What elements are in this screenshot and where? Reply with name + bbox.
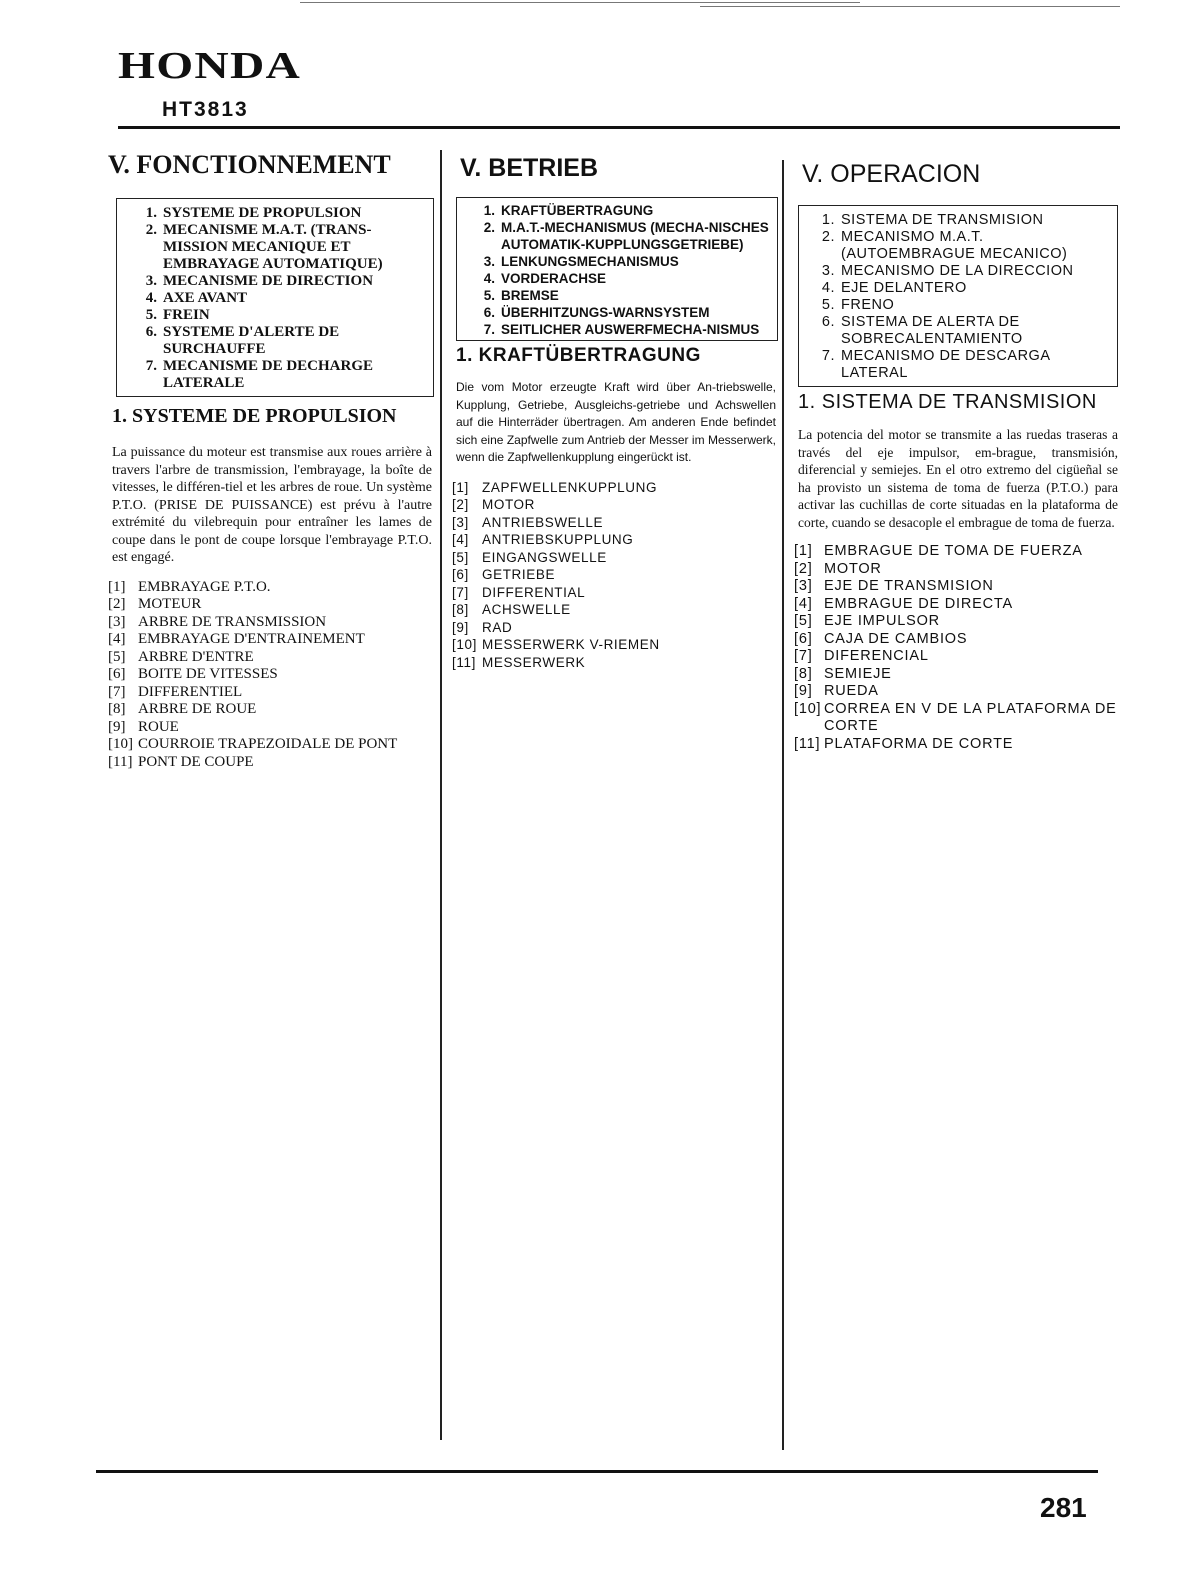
item-number: [6] [108,666,126,682]
list-item [452,496,780,514]
item-number: [4] [794,595,813,612]
item-number: [6] [452,567,469,582]
item-text: DIFFERENTIAL [482,584,586,600]
chapter-title: V. BETRIEB [460,154,599,182]
chapter-title: V. FONCTIONNEMENT [108,150,391,179]
page-number: 281 [1040,1492,1087,1523]
list-item [452,566,780,584]
list-item [108,736,438,754]
list-item [108,684,438,702]
contents-box [116,198,434,397]
item-text: SYSTEME D'ALERTE DE SURCHAUFFE [163,324,340,357]
item-number: [3] [794,578,813,594]
item-text: MESSERWERK V-RIEMEN [482,637,660,652]
item-number: [6] [794,630,813,647]
list-item [479,253,777,270]
item-text: MECANISME M.A.T. (TRANS-MISSION MECANIQUE ET EMBRAYAGE AUTOMATIQUE) [163,222,383,272]
contents-list [819,212,1117,382]
item-text: FRENO [841,297,895,313]
item-text: GETRIEBE [482,567,556,582]
list-item [452,531,780,549]
item-number: 5. [821,297,835,313]
item-number: 4. [483,271,495,286]
section-title: 1. SISTEMA DE TRANSMISION [798,391,1097,413]
item-text: MECANISME DE DECHARGE LATERALE [163,358,374,391]
item-text: MESSERWERK [482,654,586,670]
list-item [108,754,438,772]
list-item [794,701,1122,736]
item-number: [1] [452,479,469,495]
item-number: [1] [794,543,813,559]
list-item [452,584,780,602]
scan-line [700,6,1120,7]
list-item [108,666,438,684]
list-item [141,290,433,307]
item-text: ÜBERHITZUNGS-WARNSYSTEM [501,305,710,320]
list-item [141,358,433,392]
list-item [794,561,1122,579]
list-item [452,479,780,497]
section-title: 1. KRAFTÜBERTRAGUNG [456,345,701,366]
item-text: SYSTEME DE PROPULSION [163,205,362,221]
column-spanish [792,150,1122,753]
section-paragraph: Die vom Motor erzeugte Kraft wird über An-triebswelle, Kupplung, Getriebe, Ausgleichs-getriebe und Achswellen auf die Hinterräder übertragen. Am anderen Ende befindet sich eine Zapfwelle zum Antrieb der Messer im Messerwerk, wenn die Zapfwellenkupplung eingerückt ist. [456,380,776,464]
list-item [479,321,777,338]
item-text: MOTOR [482,497,535,512]
item-text: ARBRE DE ROUE [138,701,257,717]
list-item [479,219,777,253]
list-item [479,202,777,219]
item-text: CAJA DE CAMBIOS [824,630,968,647]
list-item [794,596,1122,614]
list-item [452,549,780,567]
item-text: EINGANGSWELLE [482,549,607,565]
item-text: BOITE DE VITESSES [138,666,278,682]
item-number: [10] [452,637,477,652]
item-number: [2] [452,497,469,512]
item-text: SISTEMA DE ALERTA DE SOBRECALENTAMIENTO [841,314,1023,347]
item-number: 1. [821,212,835,228]
item-text: ROUE [138,718,179,735]
list-item [108,596,438,614]
item-number: 3. [145,273,157,289]
item-text: ARBRE DE TRANSMISSION [138,613,327,630]
list-item [479,270,777,287]
list-item [794,736,1122,754]
item-number: [5] [794,613,813,629]
item-text: EMBRAYAGE D'ENTRAINEMENT [138,631,365,647]
list-item [479,287,777,304]
scan-line [300,2,860,3]
item-number: [8] [452,602,469,617]
item-number: [11] [108,753,133,770]
item-text: AXE AVANT [163,290,248,306]
footer-rule [96,1470,1098,1473]
list-item [452,514,780,532]
column-divider [440,150,442,1440]
section-paragraph: La potencia del motor se transmite a las ruedas traseras a través del eje impulsor, em-brague, transmisión, diferencial y semiejes. En el otro extremo del cigüeñal se ha provisto un sistema de toma de fuerza (P.T.O.) para activar las cuchillas de corte situadas en la plataforma de corte, cuando se desacople el embrague de toma de fuerza. [798,427,1118,530]
list-item [141,205,433,222]
parts-list [794,543,1122,753]
item-text: COURROIE TRAPEZOIDALE DE PONT [138,736,398,752]
parts-legend [452,479,780,672]
item-number: 4. [145,290,157,306]
column-german [450,150,780,671]
item-number: 2. [821,229,835,245]
parts-list [452,479,780,672]
contents-box [798,205,1118,387]
item-number: [5] [108,648,126,665]
item-number: 2. [483,220,495,235]
item-number: [4] [452,532,469,547]
contents-list [479,202,777,338]
list-item [479,304,777,321]
list-item [108,701,438,719]
item-number: [7] [794,648,813,664]
item-number: 7. [145,358,157,374]
item-number: 7. [483,322,495,337]
list-item [794,578,1122,596]
list-item [108,719,438,737]
item-number: [10] [108,736,133,752]
item-text: PONT DE COUPE [138,753,254,770]
item-text: EJE DE TRANSMISION [824,578,994,594]
list-item [794,613,1122,631]
item-text: SISTEMA DE TRANSMISION [841,212,1044,228]
list-item [452,601,780,619]
item-number: [11] [452,654,476,670]
item-number: [9] [452,619,469,635]
item-number: 5. [483,288,495,303]
item-text: ARBRE D'ENTRE [138,648,254,665]
item-text: SEMIEJE [824,665,892,682]
item-number: [3] [108,613,126,630]
item-number: [10] [794,700,822,717]
list-item [141,222,433,273]
item-text: ACHSWELLE [482,602,571,617]
item-number: [3] [452,514,469,530]
item-number: 3. [821,263,835,279]
item-number: [1] [108,578,126,595]
item-number: [2] [108,596,126,612]
list-item [819,280,1117,297]
list-item [794,631,1122,649]
item-number: [7] [452,584,469,600]
list-item [794,648,1122,666]
list-item [819,348,1117,382]
item-number: 2. [145,222,157,238]
parts-legend [108,579,438,772]
item-text: ANTRIEBSKUPPLUNG [482,532,634,547]
list-item [108,649,438,667]
item-text: MECANISME DE DIRECTION [163,273,374,289]
list-item [819,263,1117,280]
chapter-title: V. OPERACION [802,160,981,188]
item-text: MOTEUR [138,596,202,612]
list-item [794,543,1122,561]
list-item [819,229,1117,263]
item-text: ZAPFWELLENKUPPLUNG [482,479,658,495]
list-item [819,314,1117,348]
item-text: CORREA EN V DE LA PLATAFORMA DE CORTE [824,700,1117,734]
item-number: 3. [483,254,495,269]
item-text: BREMSE [501,288,559,303]
list-item [794,683,1122,701]
column-french [108,150,438,771]
contents-box [456,197,778,341]
header-rule [118,126,1120,129]
parts-legend [794,543,1122,753]
list-item [141,273,433,290]
parts-list [108,579,438,772]
list-item [452,636,780,654]
item-number: 1. [145,205,157,221]
item-text: EMBRAYAGE P.T.O. [138,578,271,595]
item-text: RUEDA [824,683,879,699]
item-text: RAD [482,619,513,635]
item-text: EMBRAGUE DE DIRECTA [824,595,1013,612]
item-text: MECANISMO DE LA DIRECCION [841,263,1074,279]
item-text: MECANISMO M.A.T. (AUTOEMBRAGUE MECANICO) [841,229,1068,262]
item-number: [8] [794,665,813,682]
item-number: [9] [794,683,813,699]
item-number: 4. [821,280,835,296]
item-number: 6. [145,324,157,340]
item-text: PLATAFORMA DE CORTE [824,735,1014,752]
list-item [794,666,1122,684]
item-text: EJE DELANTERO [841,280,967,296]
list-item [819,212,1117,229]
list-item [819,297,1117,314]
list-item [108,614,438,632]
item-number: [9] [108,718,126,735]
item-text: M.A.T.-MECHANISMUS (MECHA-NISCHES AUTOMATIK-KUPPLUNGSGETRIEBE) [501,220,769,252]
item-number: [2] [794,560,813,577]
item-text: ANTRIEBSWELLE [482,514,604,530]
list-item [141,324,433,358]
item-text: FREIN [163,307,210,323]
item-text: MECANISMO DE DESCARGA LATERAL [841,348,1050,381]
item-number: 7. [821,348,835,364]
item-number: 5. [145,307,157,323]
item-text: EJE IMPULSOR [824,613,940,629]
item-number: 1. [483,203,495,218]
model-name: HT3813 [162,98,249,121]
item-number: [7] [108,683,126,700]
list-item [452,619,780,637]
list-item [108,631,438,649]
item-number: [4] [108,631,126,647]
brand-logo: HONDA [118,45,302,87]
item-text: VORDERACHSE [501,271,607,286]
column-divider [782,160,784,1450]
item-number: [5] [452,549,469,565]
item-text: KRAFTÜBERTRAGUNG [501,203,654,218]
section-title: 1. SYSTEME DE PROPULSION [112,405,397,427]
item-text: DIFERENCIAL [824,648,929,664]
item-number: 6. [483,305,495,320]
item-number: 6. [821,314,835,330]
contents-list [141,205,433,392]
item-text: DIFFERENTIEL [138,683,243,700]
list-item [108,579,438,597]
item-text: SEITLICHER AUSWERFMECHA-NISMUS [501,322,760,337]
item-text: EMBRAGUE DE TOMA DE FUERZA [824,543,1083,559]
item-text: MOTOR [824,560,882,577]
list-item [141,307,433,324]
section-paragraph: La puissance du moteur est transmise aux roues arrière à travers l'arbre de transmission, l'embrayage, la boîte de vitesses, le différen-tiel et les arbres de roue. Un système P.T.O. (PRISE DE PUISSANCE) est prévu à l'autre extrémité du vilebrequin pour entraîner les lames de coupe dans le pont de coupe lorsque l'embrayage P.T.O. est engagé. [112,445,432,565]
item-text: LENKUNGSMECHANISMUS [501,254,679,269]
item-number: [8] [108,701,126,717]
list-item [452,654,780,672]
item-number: [11] [794,735,821,752]
